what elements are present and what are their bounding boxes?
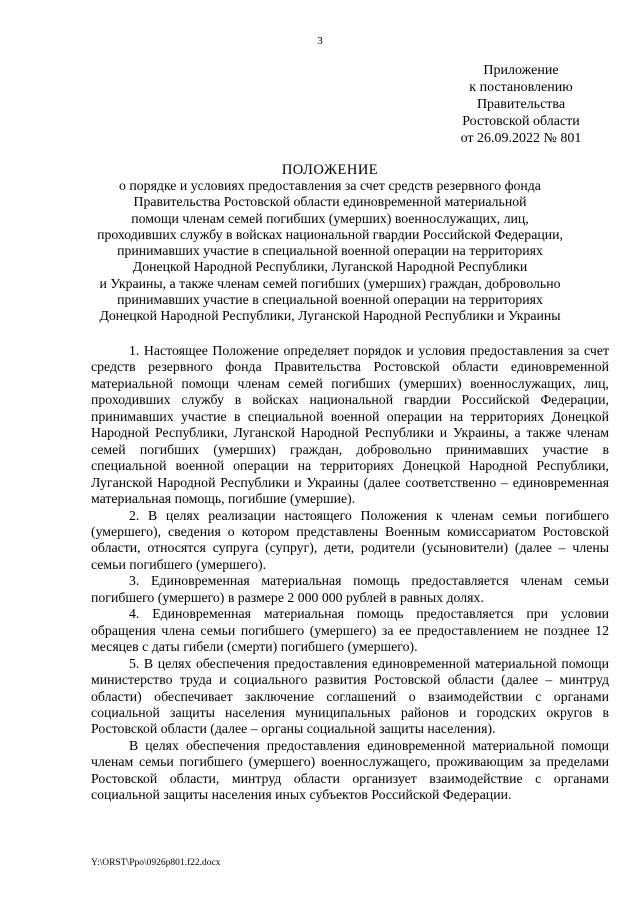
subtitle-line: Правительства Ростовской области единовременной материальной [133,194,527,210]
subtitle-line: принимавших участие в специальной военной операции на территориях [117,243,543,259]
paragraph-2: 2. В целях реализации настоящего Положения к членам семьи погибшего (умершего), сведения о котором представлены Военным комиссариатом Ростовской области, относятся супруга (супруг), дети, родители (усыновители) (далее – члены семьи погибшего (умершего). [91,507,609,572]
appendix-line: Правительства [476,97,566,112]
appendix-date-number: от 26.09.2022 № 801 [460,131,582,146]
paragraph-3: 3. Единовременная материальная помощь предоставляется членам семьи погибшего (умершего) в размере 2 000 000 рублей в равных долях. [91,573,609,605]
subtitle-line: принимавших участие в специальной военной операции на территориях [117,292,543,308]
subtitle-line: Донецкой Народной Республики, Луганской Народной Республики [132,259,528,275]
page-number: 3 [317,35,323,47]
subtitle-line: и Украины, а также членам семей погибших (умерших) граждан, добровольно [99,275,561,291]
footer-file-path: Y:\ORST\Ppo\0926p801.f22.docx [91,858,221,868]
document-title-block [60,162,600,325]
paragraph-6: В целях обеспечения предоставления единовременной материальной помощи членам семьи погибшего (умершего) военнослужащего, проживающим за пределами Ростовской области, минтруд области организует взаимодействие с органами социальной защиты населения иных субъектов Российской Федерации. [91,737,609,803]
paragraph-5: 5. В целях обеспечения предоставления единовременной материальной помощи министерство труда и социального развития Ростовской области (далее – минтруд области) обеспечивает заключение соглашений о взаимодействии с органами социальной защиты населения муниципальных районов и городских округов в Ростовской области (далее – органы социальной защиты населения). [91,655,609,737]
document-body [91,343,609,804]
subtitle-line: проходивших службу в войсках национальной гвардии Российской Федерации, [97,226,563,242]
subtitle-line: о порядке и условиях предоставления за счет средств резервного фонда [119,178,541,193]
appendix-line: Приложение [483,63,559,78]
appendix-line: Ростовской области [462,114,580,129]
appendix-header [436,62,606,147]
document-title: ПОЛОЖЕНИЕ [281,162,379,178]
subtitle-line: помощи членам семей погибших (умерших) военнослужащих, лиц, [131,210,529,226]
appendix-line: к постановлению [469,80,573,95]
paragraph-1: 1. Настоящее Положение определяет порядок и условия предоставления за счет средств резервного фонда Правительства Ростовской области единовременной материальной помощи членам семей погибших (умерших) военнослужащих, лиц, проходивших службу в войсках национальной гвардии Российской Федерации, принимавших участие в специальной военной операции на территориях Донецкой Народной Республики, Луганской Народной Республики и Украины, а также членам семей погибших (умерших) граждан, добровольно принимавших участие в специальной военной операции на территориях Донецкой Народной Республики, Луганской Народной Республики и Украины (далее соответственно – единовременная материальная помощь, погибшие (умершие). [91,343,609,507]
paragraph-4: 4. Единовременная материальная помощь предоставляется при условии обращения члена семьи погибшего (умершего) за ее предоставлением не позднее 12 месяцев с даты гибели (смерти) погибшего (умершего). [91,606,609,655]
subtitle-line: Донецкой Народной Республики, Луганской Народной Республики и Украины [99,308,561,324]
